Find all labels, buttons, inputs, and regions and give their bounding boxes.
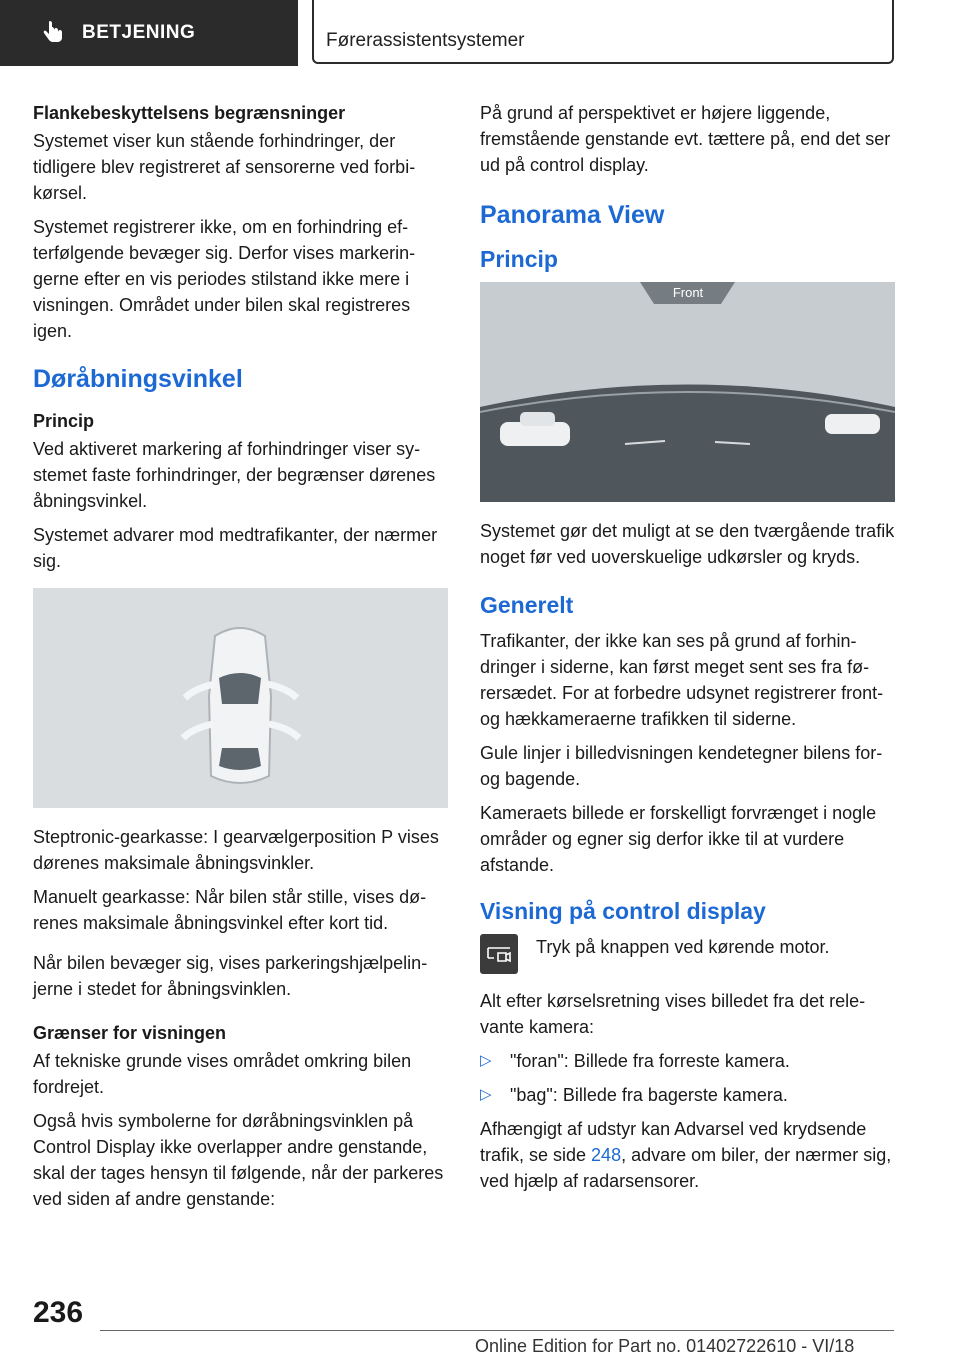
- list-item: [480, 1048, 896, 1074]
- heading-generelt: Generelt: [480, 592, 574, 618]
- paragraph: Ved aktiveret markering af forhindringer viser systemet faste forhindringer, der begrænser dørenes åbningsvinkel.: [33, 439, 436, 511]
- left-column: [33, 100, 449, 1220]
- paragraph: Trafikanter, der ikke kan ses på grund af forhindringer i siderne, kan først meget sent ses fra førersædet. For at forbedre udsynet registrerer front- og hækkameraerne trafikken til siderne.: [480, 631, 884, 729]
- panorama-camera-icon: [480, 282, 895, 502]
- page-link[interactable]: 248: [591, 1145, 622, 1165]
- paragraph: Systemet viser kun stående forhindringer, der tidligere blev registreret af sensorerne ved forbikørsel.: [33, 131, 416, 203]
- front-label: Front: [672, 285, 704, 300]
- page-header: [0, 0, 960, 66]
- door-angle-figure: [33, 588, 448, 808]
- heading-visning: Visning på control display: [480, 898, 766, 924]
- paragraph: Systemet advarer mod medtrafikanter, der nærmer sig.: [33, 525, 438, 571]
- heading-panorama: Panorama View: [480, 201, 665, 229]
- heading-door-angle: Døråbningsvinkel: [33, 365, 243, 393]
- paragraph: Kameraets billede er forskelligt forvrænget i nogle områder og egner sig derfor ikke til at vurdere afstande.: [480, 803, 877, 875]
- edition-text: Online Edition for Part no. 01402722610 - VI/18: [475, 1336, 855, 1356]
- right-column: [480, 100, 896, 1202]
- list-item-text: "bag": Billede fra bagerste kamera.: [510, 1085, 788, 1105]
- list-item: [480, 1082, 896, 1108]
- paragraph: Gule linjer i billedvisningen kendetegner bilens for- og bagende.: [480, 743, 883, 789]
- heading-flanke: Flankebeskyttelsens begrænsninger: [33, 103, 346, 123]
- chapter-tab: [312, 0, 894, 64]
- camera-button-icon: [480, 934, 518, 974]
- paragraph: Når bilen bevæger sig, vises parkeringshjælpelinjerne i stedet for åbningsvinklen.: [33, 953, 428, 999]
- heading-princip: Princip: [480, 246, 558, 272]
- triangle-bullet-icon: ▷: [480, 1052, 492, 1069]
- footer-divider: [100, 1330, 894, 1331]
- icon-instruction: [480, 934, 896, 974]
- icon-instruction-text: Tryk på knappen ved kørende motor.: [536, 937, 830, 957]
- chapter-title: Førerassistentsystemer: [326, 30, 525, 51]
- paragraph: På grund af perspektivet er højere liggende, fremstående genstande evt. tættere på, end det ser ud på control display.: [480, 103, 891, 175]
- paragraph: Manuelt gearkasse: Når bilen står stille, vises dørenes maksimale åbningsvinkel efter kort tid.: [33, 887, 427, 933]
- car-top-view-icon: [33, 588, 448, 808]
- paragraph: Steptronic-gearkasse: I gearvælgerposition P vises dørenes maksimale åbningsvinkler.: [33, 827, 439, 873]
- panorama-figure: [480, 282, 895, 502]
- hand-pointer-icon: [40, 20, 66, 46]
- paragraph: [480, 1116, 896, 1194]
- paragraph-text: , advare om biler, der nærmer sig, ved hjælp af radarsensorer.: [480, 1145, 892, 1191]
- section-title: BETJENING: [82, 22, 196, 43]
- list-item-text: "foran": Billede fra forreste kamera.: [510, 1051, 790, 1071]
- triangle-bullet-icon: ▷: [480, 1086, 492, 1103]
- page-number: 236: [33, 1296, 84, 1329]
- paragraph: Systemet gør det muligt at se den tværgående trafik noget før ved uoverskuelige udkørsler og kryds.: [480, 521, 895, 567]
- paragraph: Også hvis symbolerne for døråbningsvinklen på Control Display ikke overlapper andre genstande, skal der tages hensyn til følgende, når der parkeres ved siden af andre genstande:: [33, 1111, 444, 1209]
- paragraph: Af tekniske grunde vises området omkring bilen fordrejet.: [33, 1051, 412, 1097]
- paragraph: Systemet registrerer ikke, om en forhindring efterfølgende bevæger sig. Derfor vises markeringerne efter en vis periodes stilstand ikke mere i visningen. Området under bilen skal registreres igen.: [33, 217, 416, 341]
- heading-graenser: Grænser for visningen: [33, 1023, 227, 1043]
- section-tab: [0, 0, 298, 66]
- paragraph-text: Afhængigt af udstyr kan Advarsel ved krydsende trafik, se side: [480, 1119, 867, 1165]
- paragraph: Alt efter kørselsretning vises billedet fra det relevante kamera:: [480, 991, 866, 1037]
- heading-princip: Princip: [33, 411, 95, 431]
